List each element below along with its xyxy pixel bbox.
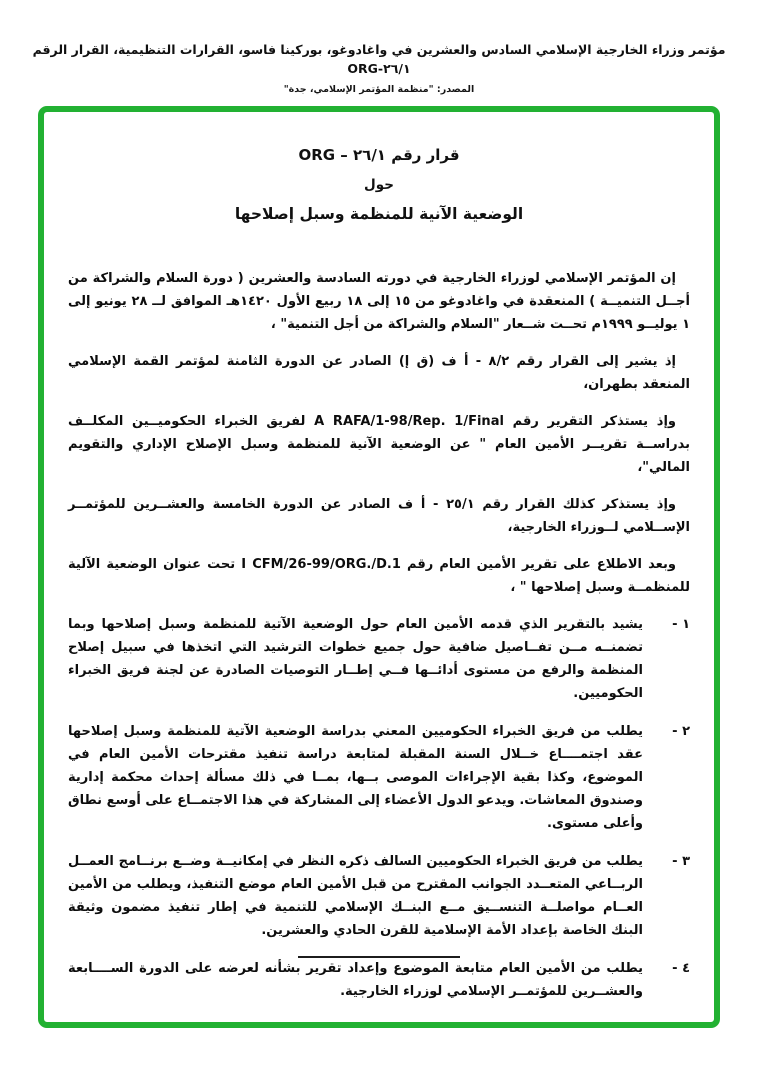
item-number: ٤ - — [672, 961, 690, 976]
preamble-paragraph-5: وبعد الاطلاع على تقرير الأمين العام رقم I CFM/26-99/ORG./D.1 تحت عنوان الوضعية الآلية للمنظمــة وسبل إصلاحها " ، — [68, 557, 690, 595]
item-text: يطلب من فريق الخبراء الحكوميين المعني بدراسة الوضعية الآتية للمنظمة وسبل إصلاحها عقد اجتمــــاع خــلال السنة المقبلة لمتابعة دراسة تنفيذ مقترحات الأمين العام في الموضوع، وكذا بقية الإجراءات الموصى بــها، بمــا في ذلك مسألة إحداث محكمة إدارية وصندوق المعاشات. ويدعو الدول الأعضاء إلى المشاركة في هذا الاجتمــاع على أوسع نطاق وأعلى مستوى. — [68, 724, 643, 831]
operative-item-3 — [68, 850, 690, 942]
item-number: ٢ - — [672, 724, 690, 739]
item-text: يطلب من فريق الخبراء الحكوميين السالف ذكره النظر في إمكانيــة وضــع برنــامج العمــل الربــاعي المتعــدد الجوانب المقترح من قبل الأمين العام موضع التنفيذ، ويطلب من الأمين العــام مواصلــة التنســيق مــع البنــك الإسلامي للتنمية في إطار تنفيذ مضمون وثيقة البنك الخاصة بإعداد الأمة الإسلامية للقرن الحادي والعشرين. — [68, 854, 643, 938]
resolution-number: قرار رقم ٢٦/١ – ORG — [298, 146, 460, 164]
preamble-paragraph-2: إذ يشير إلى القرار رقم ٨/٢ - أ ف (ق إ) الصادر عن الدورة الثامنة لمؤتمر القمة الإسلامي المنعقد بطهران، — [68, 354, 690, 392]
operative-item-2 — [68, 720, 690, 835]
item-text: يشيد بالتقرير الذي قدمه الأمين العام حول الوضعية الآتية للمنظمة وسبل إصلاحها وبما تضمنــه مــن تفــاصيل ضافية حول جميع خطوات الترشيد التي اتخذها في سبيل إصلاح المنظمة والرفع من مستوى أدائــها فــي إطــار التوصيات الصادرة عن لجنة فريق الخبراء الحكوميين. — [68, 617, 643, 701]
item-text: يطلب من الأمين العام متابعة الموضوع وإعداد تقرير بشأنه لعرضه على الدورة الســــابعة والعشــرين للمؤتمــر الإسلامي لوزراء الخارجية. — [68, 961, 643, 999]
footer-divider-line — [298, 956, 460, 958]
page-header — [0, 40, 758, 95]
operative-item-1 — [68, 613, 690, 705]
header-conference-title: مؤتمر وزراء الخارجية الإسلامي السادس والعشرين في واغادوغو، بوركينا فاسو، القرارات التنظيمية، القرار الرقم ٢٦/١-ORG — [32, 42, 726, 77]
preamble-paragraph-3: وإذ يستذكر التقرير رقم A RAFA/1-98/Rep. 1/Final لفريق الخبراء الحكوميــين المكلــف بدراســة تقريــر الأمين العام " عن الوضعية الآنية للمنظمة وسبل الإصلاح الإداري والتقويم المالي"، — [68, 414, 690, 475]
preamble-section — [68, 267, 690, 599]
item-number: ٣ - — [672, 854, 690, 869]
resolution-about-word: حول — [364, 177, 394, 193]
resolution-subject: الوضعية الآنية للمنظمة وسبل إصلاحها — [234, 205, 524, 223]
preamble-paragraph-4: وإذ يستذكر كذلك القرار رقم ٢٥/١ - أ ف الصادر عن الدورة الخامسة والعشــرين للمؤتمــر الإســلامي لــوزراء الخارجية، — [68, 497, 690, 535]
resolution-frame — [38, 106, 720, 1028]
operative-paragraph-list — [68, 613, 690, 1003]
item-number: ١ - — [672, 617, 690, 632]
resolution-title-block — [68, 146, 690, 223]
header-source-line: المصدر: "منظمة المؤتمر الإسلامي، جدة" — [283, 83, 475, 95]
operative-item-4 — [68, 957, 690, 1003]
preamble-paragraph-1: إن المؤتمر الإسلامي لوزراء الخارجية في دورته السادسة والعشرين ( دورة السلام والشراكة من أجــل التنميــة ) المنعقدة في واغادوغو من ١٥ إلى ١٨ ربيع الأول ١٤٢٠هـ الموافق لــ ٢٨ يونيو إلى ١ يوليــو ١٩٩٩م تحــت شــعار "السلام والشراكة من أجل التنمية" ، — [68, 271, 690, 332]
